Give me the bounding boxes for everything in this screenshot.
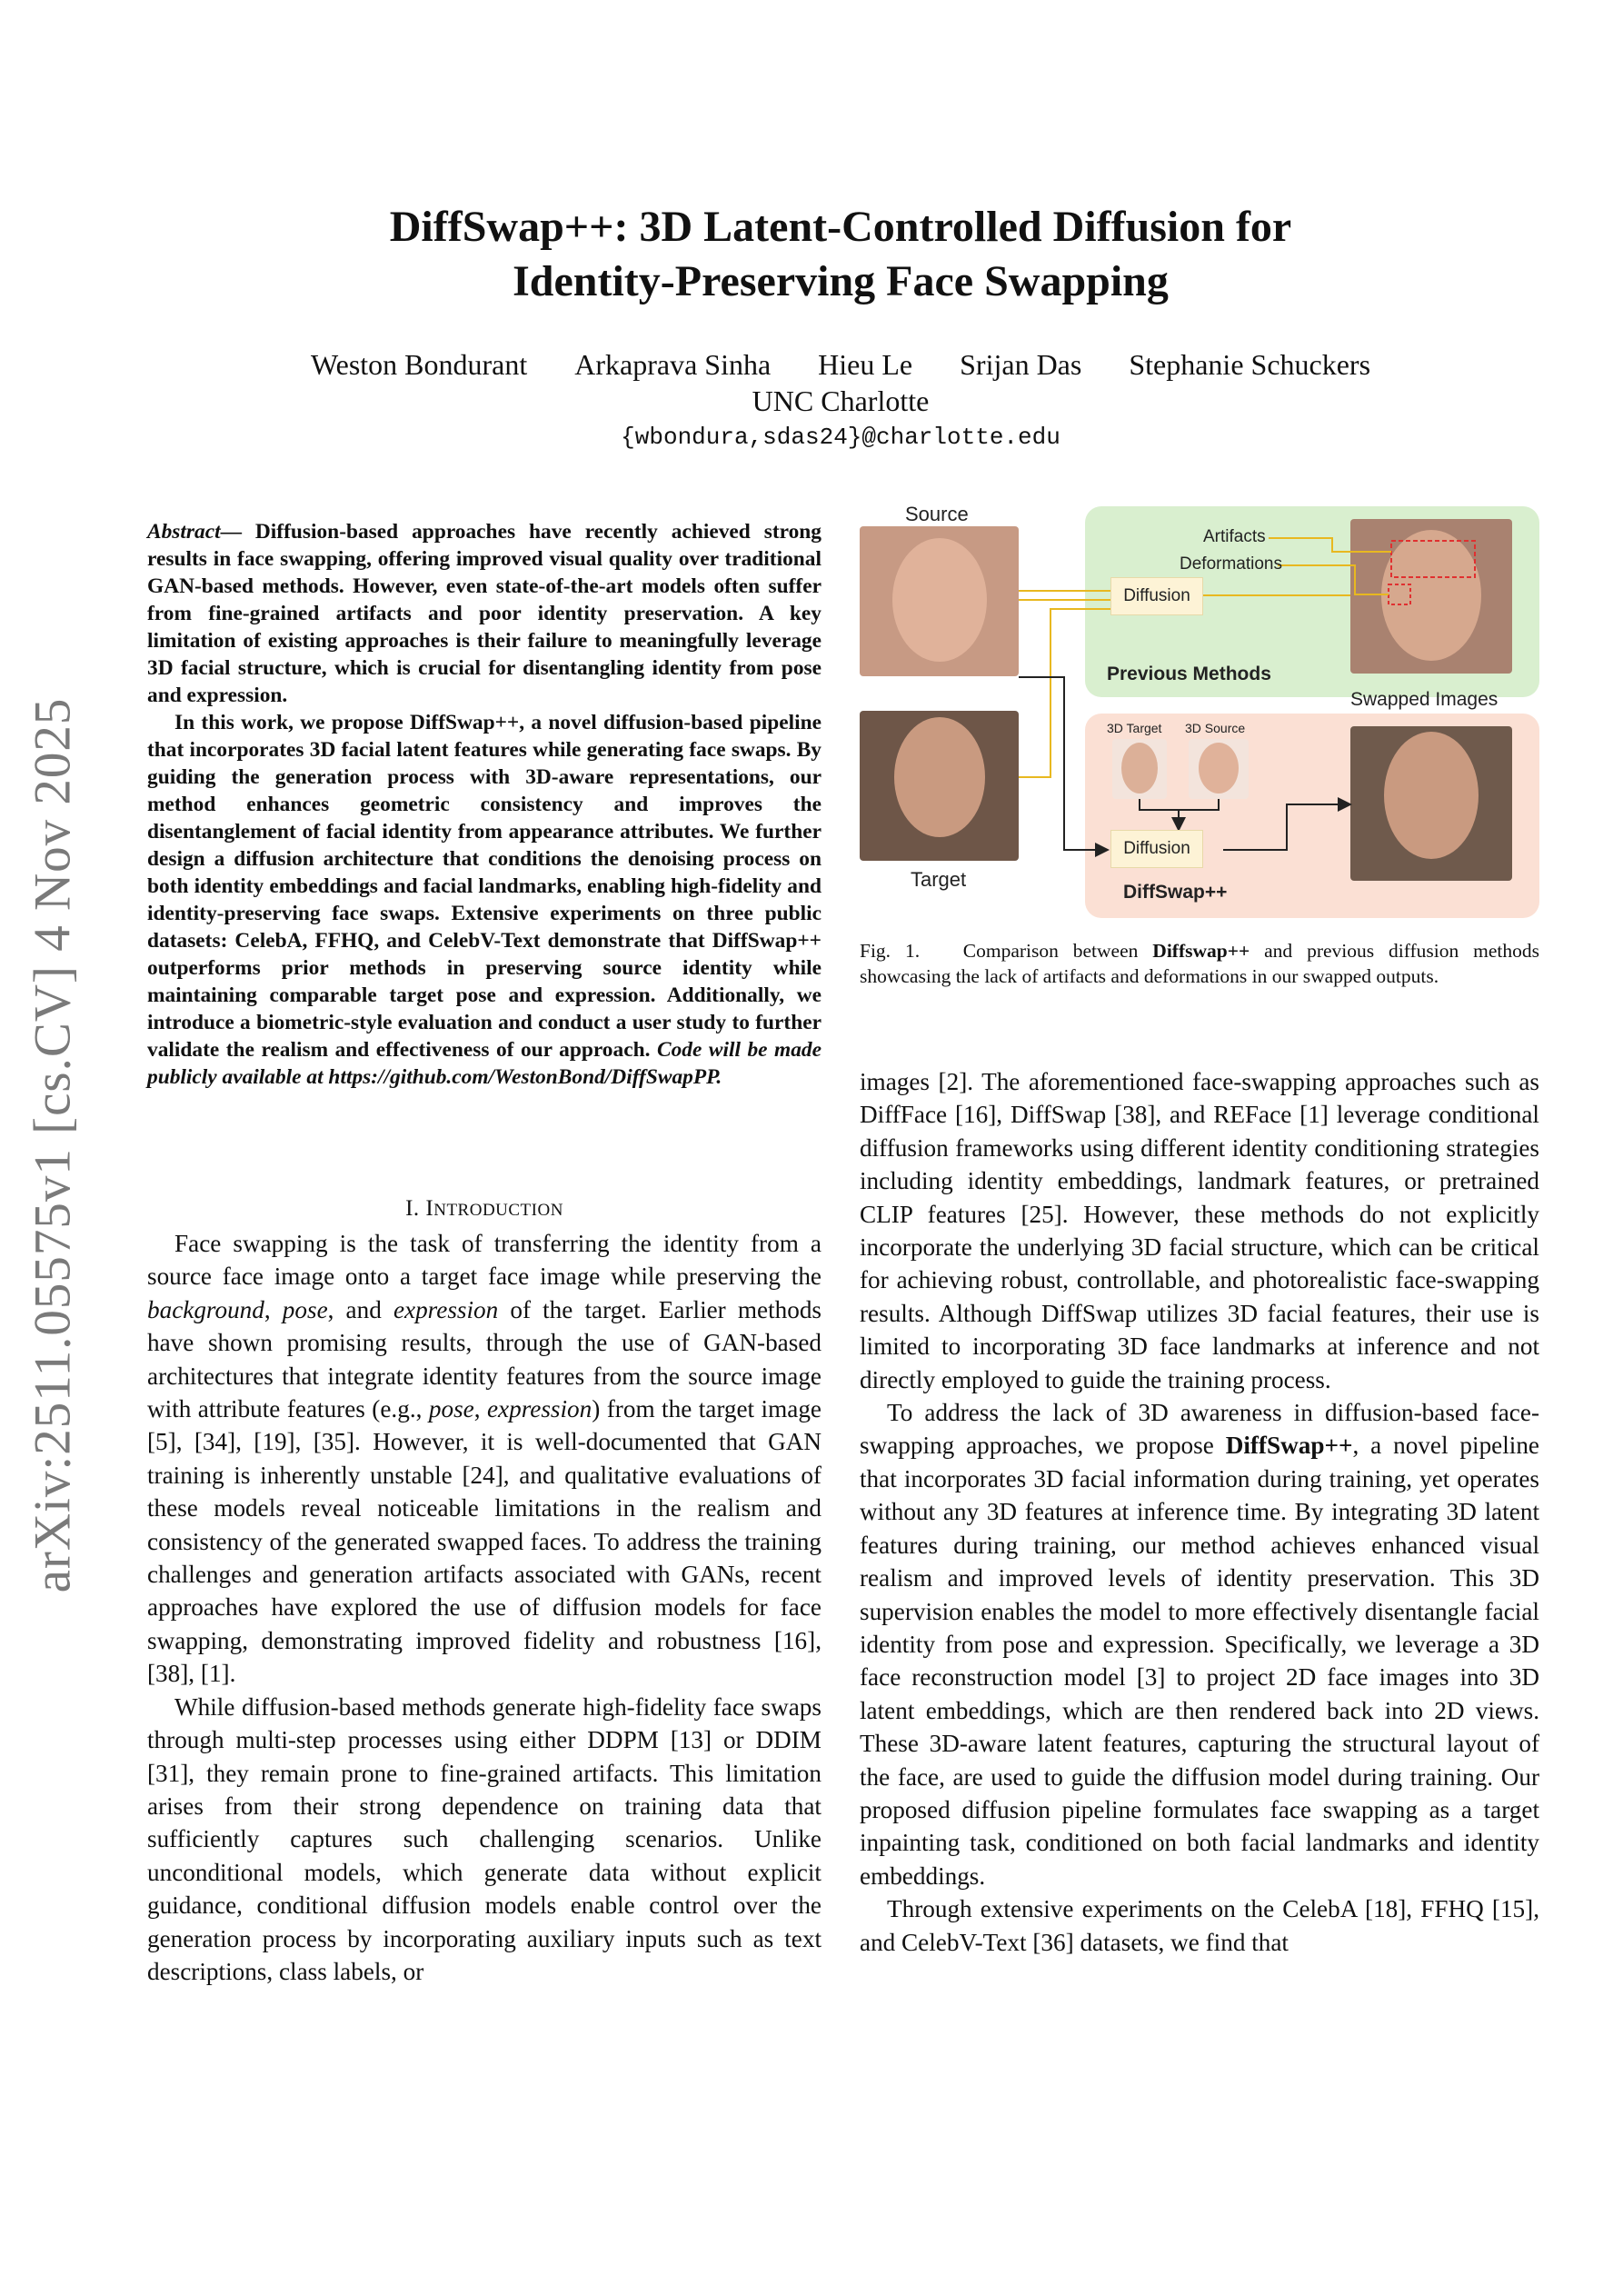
- deformations-label: Deformations: [1180, 554, 1282, 574]
- left-column-body: [147, 1227, 821, 1988]
- abstract-text-2: In this work, we propose DiffSwap++, a novel diffusion-based pipeline that incorporates 3D facial latent features while generating face swaps. By guiding the generation process with 3D-aware representations, our method enhances geometric consistency and improves the disentanglement of facial identity from appearance attributes. We further design a diffusion architecture that conditions the denoising process on both identity embeddings and facial landmarks, enabling high-fidelity and identity-preserving face swaps. Extensive experiments on three public datasets: CelebA, FFHQ, and CelebV-Text demonstrate that DiffSwap++ outperforms prior methods in preserving source identity while maintaining comparable target pose and expression. Additionally, we introduce a biometric-style evaluation and conduct a user study to further validate the realism and effectiveness of our approach.: [147, 711, 821, 1062]
- 3d-source-label: 3D Source: [1185, 721, 1246, 735]
- caption-text-b: and previous diffusion methods showcasing the lack of artifacts and deformations in our swapped outputs.: [860, 940, 1539, 987]
- figure-1: [860, 504, 1539, 918]
- author: Hieu Le: [818, 348, 913, 381]
- caption-text-a: Comparison between: [962, 940, 1153, 962]
- text-run: ,: [473, 1395, 487, 1423]
- author: Srijan Das: [960, 348, 1082, 381]
- swapped-face-previous: [1381, 530, 1481, 661]
- source-label: Source: [905, 503, 969, 525]
- text-run: expression: [393, 1295, 499, 1323]
- abstract-label: Abstract: [147, 520, 221, 544]
- abstract-paragraph-2: [147, 709, 821, 1091]
- target-label: Target: [911, 868, 967, 891]
- text-run: pose: [282, 1295, 328, 1323]
- paper-title: [145, 200, 1536, 309]
- previous-methods-label: Previous Methods: [1107, 664, 1271, 684]
- section-numeral: I.: [405, 1196, 426, 1221]
- right-paragraph-2: [860, 1396, 1539, 1892]
- abstract-paragraph-1: [147, 518, 821, 709]
- text-run: , and: [327, 1295, 393, 1323]
- section-title-cap: I: [425, 1196, 434, 1221]
- title-line-1: DiffSwap++: 3D Latent-Controlled Diffusion for: [389, 203, 1292, 251]
- abstract-text-1: — Diffusion-based approaches have recently achieved strong results in face swapping, offering improved visual quality over traditional GAN-based methods. However, even state-of-the-art models often suffer from fine-grained artifacts and poor identity preservation. A key limitation of existing approaches is their failure to meaningfully leverage 3D facial structure, which is crucial for disentangling identity from pose and expression.: [147, 520, 821, 707]
- right-paragraph-3: Through extensive experiments on the CelebA [18], FFHQ [15], and CelebV-Text [36] datasets, we find that: [860, 1895, 1539, 1956]
- author-email: {wbondura,sdas24}@charlotte.edu: [621, 424, 1060, 451]
- right-paragraph-1: images [2]. The aforementioned face-swapping approaches such as DiffFace [16], DiffSwap [38], and REFace [1] leverage conditional diffusion frameworks using different identity conditioning strategies including identity embeddings, landmark features, or pretrained CLIP features [25]. However, these methods do not explicitly incorporate the underlying 3D facial structure, which can be critical for achieving robust, controllable, and photorealistic face-swapping results. Although DiffSwap utilizes 3D facial features, their use is limited to incorporating 3D face landmarks at inference and not directly employed to guide the training process.: [860, 1068, 1539, 1393]
- code-availability: Code will be made publicly available at https://github.com/WestonBond/DiffSwapPP.: [147, 1038, 821, 1089]
- text-run: background: [147, 1295, 264, 1323]
- abstract: [147, 518, 821, 1091]
- text-run: expression: [486, 1395, 592, 1423]
- text-run: pose: [428, 1395, 474, 1423]
- 3d-target-face: [1121, 743, 1158, 794]
- caption-prefix: Fig. 1.: [860, 940, 921, 962]
- section-heading-introduction: [147, 1196, 821, 1222]
- arxiv-stamp-text: arXiv:2511.05575v1 [cs.CV] 4 Nov 2025: [24, 697, 82, 1593]
- text-run: ) from the target image [5], [34], [19], [35]. However, it is well-documented that GAN training is inherently unstable [24], and qualitative evaluations of these models reveal noticeable limitations in the realism and consistency of the generated swapped faces. To address the training challenges and generation artifacts associated with GANs, recent approaches have explored the use of diffusion models for face swapping, demonstrating improved fidelity and robustness [16], [38], [1].: [147, 1395, 821, 1688]
- arxiv-stamp: [25, 691, 80, 1600]
- author: Stephanie Schuckers: [1129, 348, 1371, 381]
- intro-paragraph-1: [147, 1227, 821, 1691]
- author: Arkaprava Sinha: [574, 348, 772, 381]
- intro-paragraph-2: While diffusion-based methods generate high-fidelity face swaps through multi-step processes using either DDPM [13] or DDIM [31], they remain prone to fine-grained artifacts. This limitation arises from their strong dependence on training data that sufficiently captures such challenging scenarios. Unlike unconditional models, which generate data without explicit guidance, conditional diffusion models enable control over the generation process by incorporating auxiliary inputs such as text descriptions, class labels, or: [147, 1692, 821, 1985]
- author: Weston Bondurant: [310, 348, 528, 381]
- swapped-images-label: Swapped Images: [1350, 689, 1499, 710]
- swapped-face-diffswap: [1384, 732, 1479, 859]
- text-run: , a novel pipeline that incorporates 3D facial information during training, yet operates without any 3D features at inference time. By integrating 3D latent features during training, our method achieves enhanced visual realism and improved levels of identity preservation. This 3D supervision enables the model to more effectively disentangle facial identity from pose and expression. Specifically, we leverage a 3D face reconstruction model [3] to project 2D face images into 3D latent embeddings, which are then rendered back into 2D views. These 3D-aware latent features, capturing the structural layout of the face, are used to guide the diffusion model during training. Our proposed diffusion pipeline formulates face swapping as a target inpainting task, conditioned on both facial landmarks and identity embeddings.: [860, 1432, 1539, 1890]
- 3d-source-face: [1199, 743, 1239, 794]
- affiliation: UNC Charlotte: [752, 384, 930, 417]
- figure-caption: [860, 938, 1539, 989]
- diffusion-box-previous: Diffusion: [1110, 577, 1203, 615]
- section-title-rest: NTRODUCTION: [433, 1201, 563, 1220]
- right-column-body: [860, 1065, 1539, 1959]
- text-run: Face swapping is the task of transferring the identity from a source face image onto a target face image while preserving the: [147, 1230, 821, 1291]
- author-list: [145, 348, 1536, 382]
- target-face: [894, 717, 985, 837]
- diffswap-label: DiffSwap++: [1123, 882, 1228, 903]
- text-run: To address the lack of 3D awareness in diffusion-based face-swapping approaches, we propose: [860, 1399, 1539, 1460]
- text-run: ,: [264, 1295, 283, 1323]
- 3d-target-label: 3D Target: [1107, 721, 1162, 735]
- artifacts-label: Artifacts: [1203, 527, 1266, 546]
- source-face: [892, 538, 987, 662]
- title-line-2: Identity-Preserving Face Swapping: [513, 257, 1169, 305]
- caption-bold: Diffswap++: [1152, 940, 1250, 962]
- text-run: of the target. Earlier methods have shown promising results, through the use of GAN-based architectures that integrate identity features from the source image with attribute features (e.g.,: [147, 1295, 821, 1423]
- text-run: DiffSwap++: [1225, 1432, 1353, 1460]
- diffusion-box-diffswap: Diffusion: [1110, 830, 1203, 868]
